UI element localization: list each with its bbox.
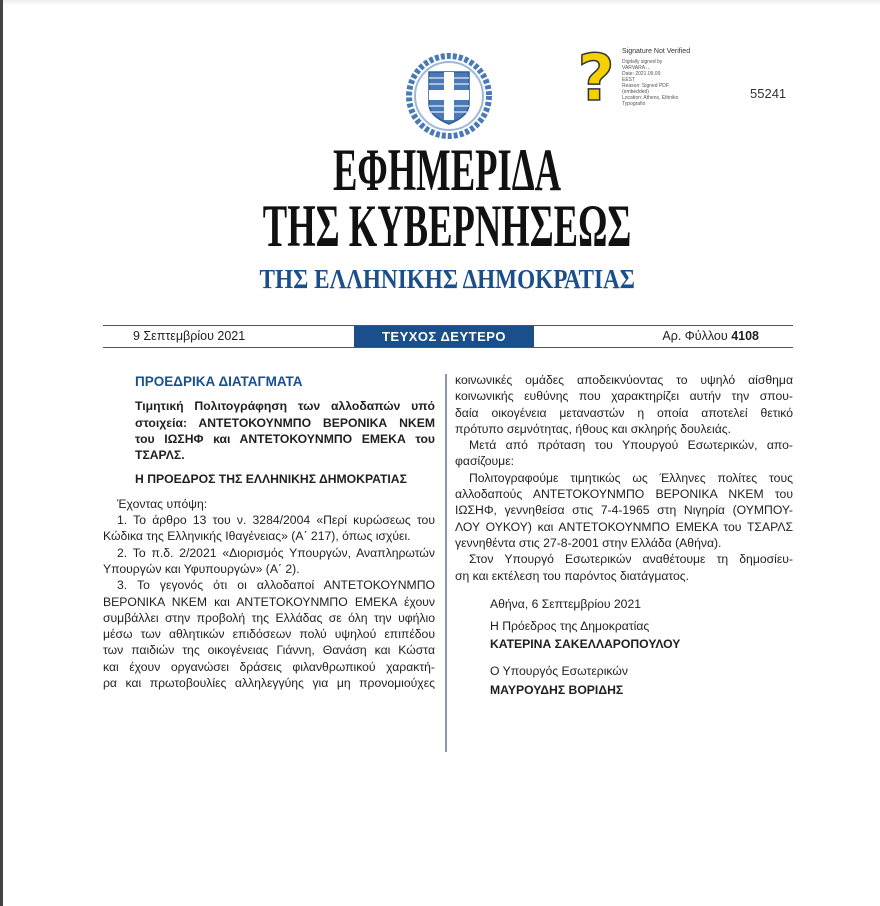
minister-title: Ο Υπουργός Εσωτερικών: [490, 663, 628, 678]
signature-detail: Location: Athens, Ethniko: [622, 95, 679, 101]
masthead-text: ΤΗΣ ΕΛΛΗΝΙΚΗΣ ΔΗΜΟΚΡΑΤΙΑΣ: [259, 264, 635, 294]
text-line: 1. Το άρθρο 13 του ν. 3284/2004 «Περί κυρώσεως του: [117, 513, 435, 528]
signature-detail: VARVARA ...: [622, 65, 651, 71]
issue-date: 9 Σεπτεμβρίου 2021: [133, 329, 246, 343]
text-line: Στον Υπουργό Εσωτερικών αναθέτουμε τη δημοσίευ-: [469, 552, 793, 567]
signature-detail: Reason: Signed PDF: [622, 83, 669, 89]
text-line: ση και εκτέλεση του παρόντος διατάγματος.: [455, 568, 690, 583]
signature-detail: Date: 2021.09.09: [622, 71, 661, 77]
signature-detail: Digitally signed by: [622, 59, 663, 65]
masthead-line1: [0, 137, 880, 203]
text-line: και έχουν οργανώσει δράσεις φιλανθρωπικού χαρακτή-: [103, 659, 435, 674]
digital-signature-stamp: [622, 48, 732, 107]
column-divider: [445, 374, 447, 752]
subject-line: ΤΣΑΡΛΣ.: [135, 448, 185, 463]
text-line: πρότυπο σεμνότητας, ήθους και σκληρής δουλειάς.: [455, 421, 731, 436]
text-line: ΛΟΥ ΟΥΚΟΥ) και ΑΝΤΕΤΟΚΟΥΝΜΠΟ ΕΜΕΚΑ του ΤΣΑΡΛΣ: [455, 519, 793, 534]
president-name: ΚΑΤΕΡΙΝΑ ΣΑΚΕΛΛΑΡΟΠΟΥΛΟΥ: [490, 636, 681, 651]
signature-status: Signature Not Verified: [622, 48, 691, 55]
place-date: Αθήνα, 6 Σεπτεμβρίου 2021: [490, 596, 641, 611]
text-line: των παιδιών της οικογένειας Γιάννη, Θανάση και Κώστα: [103, 643, 435, 658]
masthead-line2: [0, 193, 880, 259]
viewer-top-shade: [3, 0, 880, 6]
signature-detail: EEST: [622, 77, 636, 83]
text-line: ρα και πρωτοβουλίες αλληλεγγύης για μη προνομιούχες: [103, 676, 435, 691]
president-title: Η Πρόεδρος της Δημοκρατίας: [490, 618, 650, 633]
greek-coat-of-arms-icon: [405, 52, 493, 140]
text-line: Έχοντας υπόψη:: [117, 496, 208, 511]
section-heading: ΠΡΟΕΔΡΙΚΑ ΔΙΑΤΑΓΜΑΤΑ: [135, 374, 303, 389]
text-line: ΙΩΣΗΦ, γεννηθείσα στις 7-4-1965 στη Νιγηρία (ΟΥΜΠΟΥ-: [455, 503, 793, 518]
text-line: Μετά από πρόταση του Υπουργού Εσωτερικών, απο-: [469, 438, 793, 453]
issue-header-bar: [103, 325, 793, 348]
subject-line: του ΙΩΣΗΦ και ΑΝΤΕΤΟΚΟΥΝΜΠΟ ΕΜΕΚΑ του: [135, 431, 435, 446]
text-line: κοινωνικές ομάδες αποδεικνύοντας το υψηλό αίσθημα: [455, 373, 793, 387]
right-body: [455, 372, 793, 584]
text-line: 3. Το γεγονός ότι οι αλλοδαποί ΑΝΤΕΤΟΚΟΥΝΜΠΟ: [117, 578, 435, 593]
subject-line: Τιμητική Πολιτογράφηση των αλλοδαπών υπό: [135, 399, 435, 414]
text-line: Υπουργών και Υφυπουργών» (Α΄ 2).: [103, 561, 300, 576]
sheet-label: Αρ. Φύλλου: [662, 329, 732, 343]
text-line: δαία οικογένεια μεταναστών η οποία αποτελεί θετικό: [455, 405, 793, 420]
signature-detail: (embedded): [622, 89, 649, 95]
issue-type-badge: ΤΕΥΧΟΣ ΔΕΥΤΕΡΟ: [354, 326, 534, 347]
text-line: γεννηθέντα στις 27-8-2001 στην Ελλάδα (Αθήνα).: [455, 535, 722, 550]
text-line: φασίζουμε:: [455, 454, 515, 469]
masthead-text: ΕΦΗΜΕΡΙΔΑ: [332, 137, 562, 203]
text-line: ΒΕΡΟΝΙΚΑ ΝΚΕΜ και ΑΝΤΕΤΟΚΟΥΝΜΠΟ ΕΜΕΚΑ έχουν: [103, 594, 435, 609]
subject-line: στοιχεία: ΑΝΤΕΤΟΚΟΥΝΜΠΟ ΒΕΡΟΝΙΚΑ ΝΚΕΜ: [135, 415, 435, 430]
masthead-text: ΤΗΣ ΚΥΒΕΡΝΗΣΕΩΣ: [262, 193, 632, 259]
text-line: συμβάλλει στην προβολή της Ελλάδας σε όλη την υφήλιο: [103, 610, 435, 625]
text-line: 2. Το π.δ. 2/2021 «Διορισμός Υπουργών, Αναπληρωτών: [117, 545, 435, 560]
text-line: Κώδικα της Ελληνικής Ιθαγένειας» (Α΄ 217), όπως ισχύει.: [103, 529, 411, 544]
signature-block: [490, 597, 793, 698]
page-number: 55241: [750, 86, 787, 101]
text-line: Πολιτογραφούμε τιμητικώς ως Έλληνες πολίτες τους: [469, 470, 793, 485]
question-mark-icon: ?: [577, 42, 615, 116]
text-line: μέσω των αθλητικών επιδόσεων πολύ υψηλού επιπέδου: [103, 627, 435, 642]
masthead-line3: [0, 264, 880, 294]
left-body: [103, 496, 435, 692]
minister-name: ΜΑΥΡΟΥΔΗΣ ΒΟΡΙΔΗΣ: [490, 682, 624, 697]
left-column: [103, 370, 435, 691]
sheet-number: [662, 329, 759, 343]
president-heading: Η ΠΡΟΕΔΡΟΣ ΤΗΣ ΕΛΛΗΝΙΚΗΣ ΔΗΜΟΚΡΑΤΙΑΣ: [135, 472, 407, 487]
decree-subject: [135, 398, 435, 463]
right-column: [455, 372, 793, 698]
viewer-left-edge: [0, 0, 3, 906]
signature-detail: Typografio: [622, 101, 646, 107]
text-line: αλλοδαπούς ΑΝΤΕΤΟΚΟΥΝΜΠΟ ΒΕΡΟΝΙΚΑ ΝΚΕΜ του: [455, 487, 793, 502]
text-line: κοινωνικής ευθύνης που χαρακτηρίζει αυτήν την σπου-: [455, 389, 793, 404]
sheet-value: 4108: [731, 329, 759, 343]
